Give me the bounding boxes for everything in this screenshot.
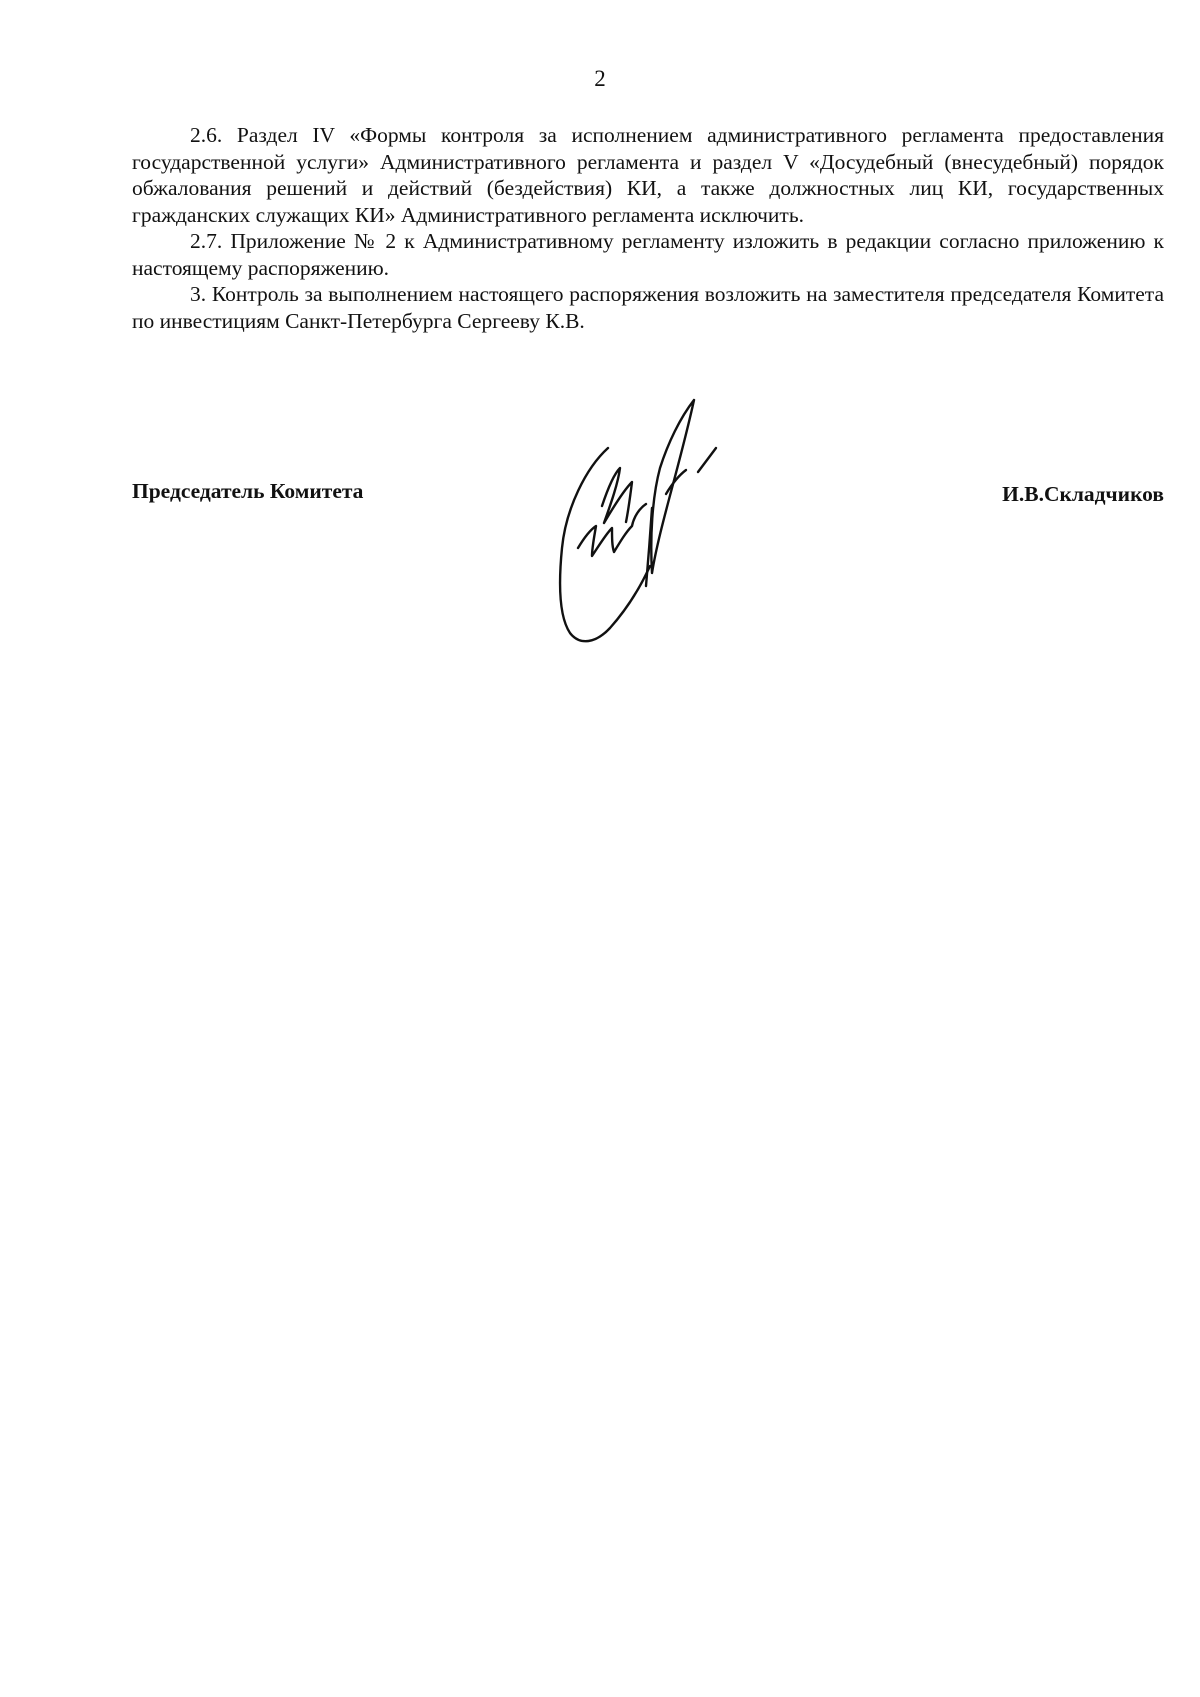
handwritten-signature-icon [548, 388, 788, 670]
paragraph-2-7: 2.7. Приложение № 2 к Административному регламенту изложить в редакции согласно приложению к настоящему распоряжению. [132, 229, 1164, 280]
document-body [132, 122, 1164, 334]
page-number: 2 [594, 66, 606, 91]
signer-name: И.В.Складчиков [1002, 482, 1164, 506]
signer-title: Председатель Комитета [132, 479, 364, 503]
paragraph-3: 3. Контроль за выполнением настоящего распоряжения возложить на заместителя председателя Комитета по инвестициям Санкт-Петербурга Сергееву К.В. [132, 282, 1164, 333]
paragraph-2-6: 2.6. Раздел IV «Формы контроля за исполнением административного регламента предоставления государственной услуги» Административного регламента и раздел V «Досудебный (внесудебный) порядок обжалования решений и действий (бездействия) КИ, а также должностных лиц КИ, государственных гражданских служащих КИ» Административного регламента исключить. [132, 123, 1164, 227]
